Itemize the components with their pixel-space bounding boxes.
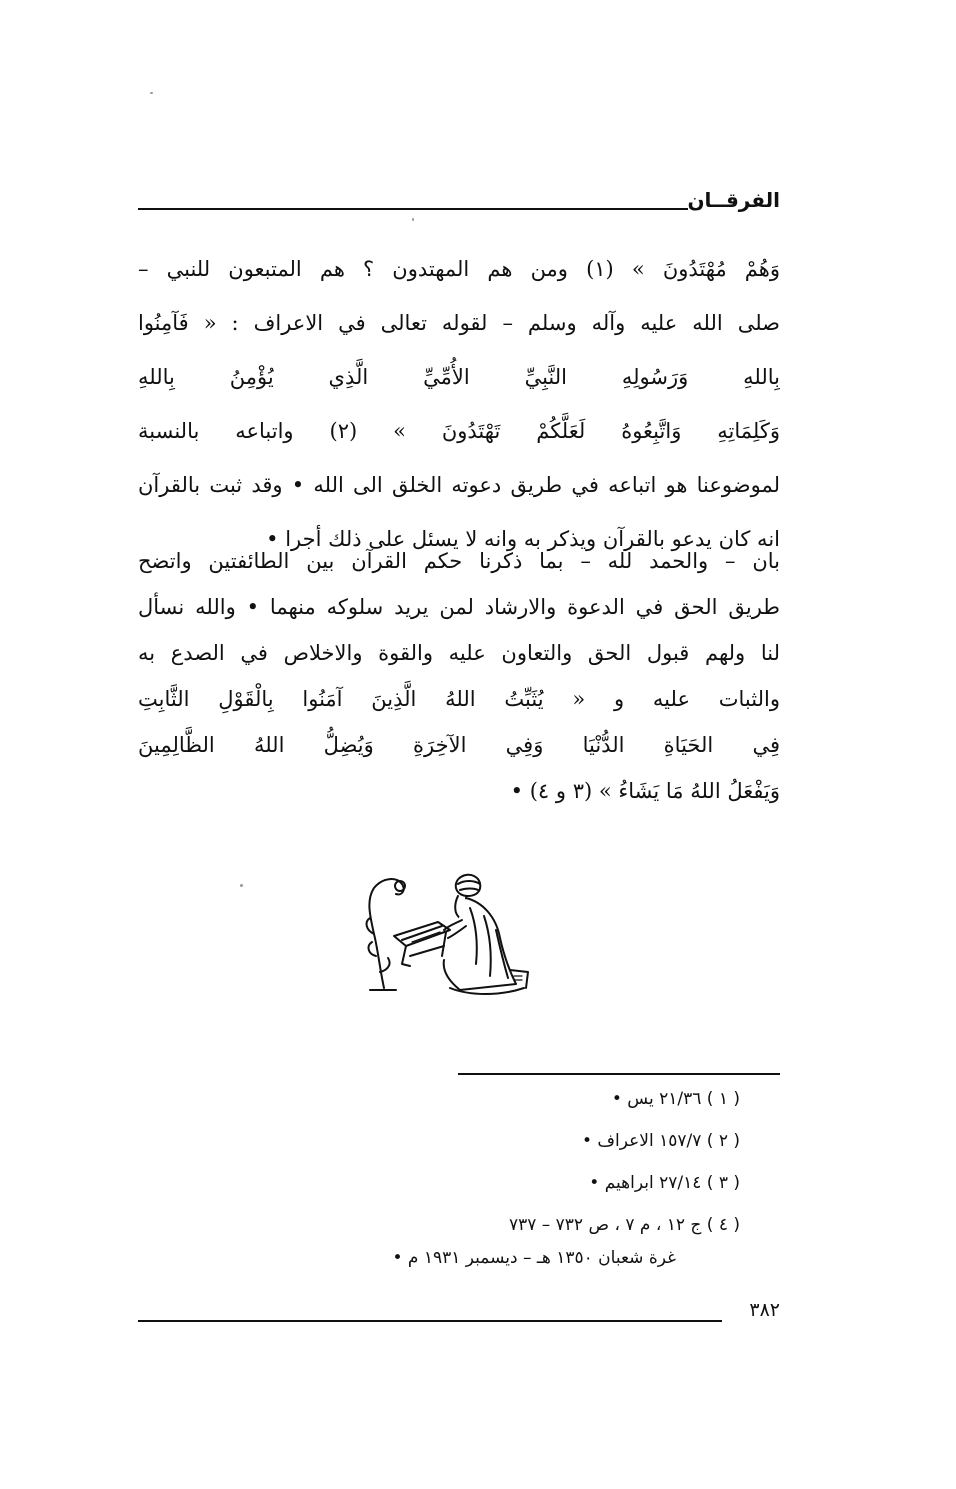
running-title: الفرقــان — [687, 188, 780, 212]
footnote-item: ( ٢ ) ١٥٧/٧ الاعراف • — [581, 1131, 740, 1151]
text-line: طريق الحق في الدعوة والارشاد لمن يريد سلوكه منهما • والله نسأل — [138, 595, 780, 619]
text-line: وَيَفْعَلُ اللهُ مَا يَشَاءُ » (٣ و ٤) • — [510, 779, 780, 803]
text-line: وَكَلِمَاتِهِ وَاتَّبِعُوهُ لَعَلَّكُمْ تَهْتَدُونَ » (٢) واتباعه بالنسبة — [138, 419, 780, 443]
footnote-item: ( ٣ ) ٢٧/١٤ ابراهيم • — [589, 1173, 740, 1193]
footnote-item: ( ١ ) ٢١/٣٦ يس • — [611, 1089, 740, 1109]
page-number: ٣٨٢ — [749, 1299, 780, 1321]
paper-speck — [412, 218, 414, 221]
footnote-source-date: غرة شعبان ١٣٥٠ هـ – ديسمبر ١٩٣١ م • — [392, 1248, 676, 1268]
page-header — [138, 186, 780, 216]
paragraph-2 — [138, 538, 780, 814]
footnotes — [320, 1078, 740, 1274]
paper-speck — [240, 884, 243, 887]
footer-rule — [138, 1320, 722, 1322]
footnote-item: ( ٤ ) ج ١٢ ، م ٧ ، ص ٧٣٢ – ٧٣٧ — [508, 1215, 740, 1235]
text-line: بِاللهِ وَرَسُولِهِ النَّبِيِّ الأُمِّيِّ الَّذِي يُؤْمِنُ بِاللهِ — [138, 365, 780, 389]
text-line: بان – والحمد لله – بما ذكرنا حكم القرآن بين الطائفتين واتضح — [138, 549, 780, 573]
text-line: فِي الحَيَاةِ الدُّنْيَا وَفِي الآخِرَةِ وَيُضِلُّ اللهُ الظَّالِمِينَ — [138, 733, 780, 757]
paragraph-1 — [138, 242, 780, 566]
text-line: وَهُمْ مُهْتَدُونَ » (١) ومن هم المهتدون ؟ هم المتبعون للنبي – — [138, 257, 780, 281]
paper-speck — [150, 92, 153, 94]
text-line: والثبات عليه و « يُثَبِّتُ اللهُ الَّذِينَ آمَنُوا بِالْقَوْلِ الثَّابِتِ — [138, 687, 780, 711]
page-footer — [138, 1296, 780, 1336]
scholar-reading-illustration — [350, 860, 540, 1000]
text-line: لموضوعنا هو اتباعه في طريق دعوته الخلق الى الله • وقد ثبت بالقرآن — [138, 473, 780, 497]
text-line: لنا ولهم قبول الحق والتعاون عليه والقوة والاخلاص في الصدع به — [138, 641, 780, 665]
footnotes-rule — [458, 1073, 780, 1075]
header-rule — [138, 208, 688, 210]
text-line: انه كان يدعو بالقرآن ويذكر به وانه لا يسئل على ذلك أجرا • — [266, 527, 780, 551]
text-line: صلى الله عليه وآله وسلم – لقوله تعالى في الاعراف : « فَآمِنُوا — [138, 311, 780, 335]
